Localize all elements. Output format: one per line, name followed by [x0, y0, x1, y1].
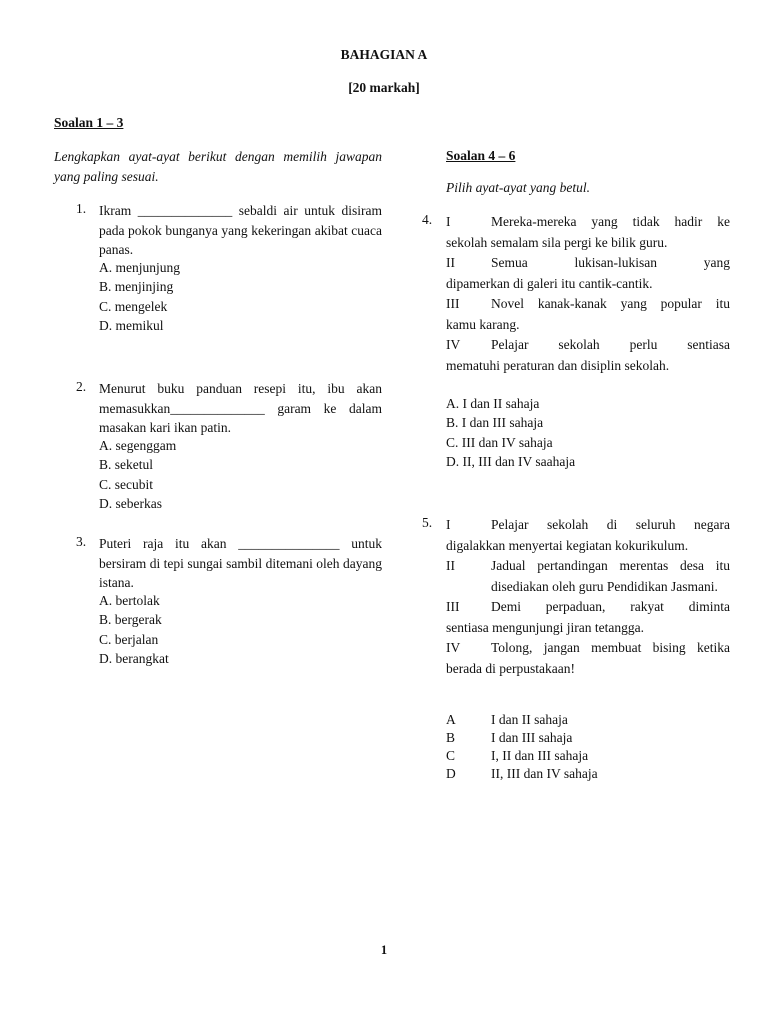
- roman-numeral: II: [446, 558, 455, 573]
- statement-continuation: berada di perpustakaan!: [446, 660, 575, 676]
- option-text: II, III dan IV sahaja: [491, 766, 598, 781]
- right-instruction: Pilih ayat-ayat yang betul.: [446, 180, 590, 195]
- roman-numeral: I: [446, 517, 451, 532]
- roman-numeral: I: [446, 214, 451, 229]
- option-a[interactable]: A. segenggam: [99, 438, 177, 453]
- statement-text: Pelajar sekolah perlu sentiasa: [491, 337, 730, 352]
- roman-numeral: IV: [446, 337, 461, 352]
- option-b[interactable]: B. bergerak: [99, 612, 162, 628]
- roman-numeral: III: [446, 296, 460, 311]
- option-c[interactable]: C. berjalan: [99, 631, 159, 647]
- option-a[interactable]: A. I dan II sahaja: [446, 396, 540, 411]
- option-b[interactable]: [446, 729, 598, 747]
- statement-item: [446, 335, 730, 356]
- total-marks: [20 markah]: [348, 80, 420, 95]
- option-d[interactable]: D. berangkat: [99, 650, 169, 666]
- option-letter: D: [446, 766, 456, 781]
- roman-numeral: III: [446, 599, 460, 614]
- option-text: I, II dan III sahaja: [491, 748, 589, 763]
- statement-item: [446, 597, 730, 618]
- option-b[interactable]: B. I dan III sahaja: [446, 415, 544, 431]
- option-text: I dan III sahaja: [491, 730, 573, 745]
- question-number: 1.: [76, 201, 87, 216]
- question-number: 4.: [422, 212, 433, 227]
- answer-options: [99, 258, 180, 335]
- page-number: 1: [380, 943, 388, 957]
- answer-options: [446, 711, 598, 783]
- option-d[interactable]: [446, 765, 598, 783]
- statement-text: Jadual pertandingan merentas desa itu disediakan oleh guru Pendidikan Jasmani.: [491, 558, 730, 594]
- option-d[interactable]: D. II, III dan IV saahaja: [446, 453, 576, 469]
- roman-numeral: II: [446, 255, 455, 270]
- statement-continuation: mematuhi peraturan dan disiplin sekolah.: [446, 357, 670, 373]
- answer-options: [99, 436, 176, 513]
- statement-list: [446, 212, 730, 376]
- option-a[interactable]: A. menjunjung: [99, 260, 180, 275]
- statement-continuation: sentiasa mengunjungi jiran tetangga.: [446, 619, 644, 635]
- question-text: Ikram ______________ sebaldi air untuk disiram pada pokok bunganya yang kekeringan akibat cuaca panas.: [99, 203, 382, 257]
- question-text: Puteri raja itu akan _______________ untuk bersiram di tepi sungai sambil ditemani oleh dayang istana.: [99, 536, 382, 590]
- question-text: Menurut buku panduan resepi itu, ibu akan memasukkan______________ garam ke dalam masakan kari ikan patin.: [99, 381, 382, 435]
- statement-item: [446, 294, 730, 315]
- question-number: 2.: [76, 379, 87, 394]
- statement-continuation: sekolah semalam sila pergi ke bilik guru.: [446, 234, 668, 250]
- option-text: I dan II sahaja: [491, 712, 568, 727]
- statement-continuation: digalakkan menyertai kegiatan kokurikulum.: [446, 537, 689, 553]
- roman-numeral: IV: [446, 640, 461, 655]
- right-section-heading: Soalan 4 – 6: [446, 148, 516, 163]
- option-letter: A: [446, 712, 456, 727]
- statement-text: Semua lukisan-lukisan yang: [491, 255, 730, 270]
- statement-text: Pelajar sekolah di seluruh negara: [491, 517, 730, 532]
- statement-continuation: dipamerkan di galeri itu cantik-cantik.: [446, 275, 653, 291]
- option-b[interactable]: B. menjinjing: [99, 279, 174, 295]
- statement-item: [446, 515, 730, 536]
- option-c[interactable]: C. secubit: [99, 476, 153, 492]
- statement-item: [446, 253, 730, 274]
- statement-item: [446, 212, 730, 233]
- statement-text: Demi perpaduan, rakyat diminta: [491, 599, 730, 614]
- option-a[interactable]: A. bertolak: [99, 593, 160, 608]
- question-number: 5.: [422, 515, 433, 530]
- statement-text: Mereka-mereka yang tidak hadir ke: [491, 214, 730, 229]
- statement-item: [446, 638, 730, 659]
- option-c[interactable]: [446, 747, 598, 765]
- answer-options: [446, 394, 575, 471]
- left-instruction: Lengkapkan ayat-ayat berikut dengan memilih jawapan yang paling sesuai.: [54, 149, 382, 184]
- statement-continuation: kamu karang.: [446, 316, 520, 332]
- section-title: BAHAGIAN A: [340, 47, 428, 62]
- option-c[interactable]: C. III dan IV sahaja: [446, 434, 553, 450]
- question-number: 3.: [76, 534, 87, 549]
- option-d[interactable]: D. seberkas: [99, 495, 162, 511]
- statement-list: [446, 515, 730, 679]
- option-d[interactable]: D. memikul: [99, 317, 164, 333]
- statement-text: Novel kanak-kanak yang popular itu: [491, 296, 730, 311]
- answer-options: [99, 591, 169, 668]
- option-letter: C: [446, 748, 456, 763]
- option-letter: B: [446, 730, 456, 745]
- statement-text: Tolong, jangan membuat bising ketika: [491, 640, 730, 655]
- option-a[interactable]: [446, 711, 598, 729]
- option-b[interactable]: B. seketul: [99, 457, 153, 473]
- option-c[interactable]: C. mengelek: [99, 298, 168, 314]
- statement-item: [446, 556, 730, 597]
- left-section-heading: Soalan 1 – 3: [54, 115, 124, 130]
